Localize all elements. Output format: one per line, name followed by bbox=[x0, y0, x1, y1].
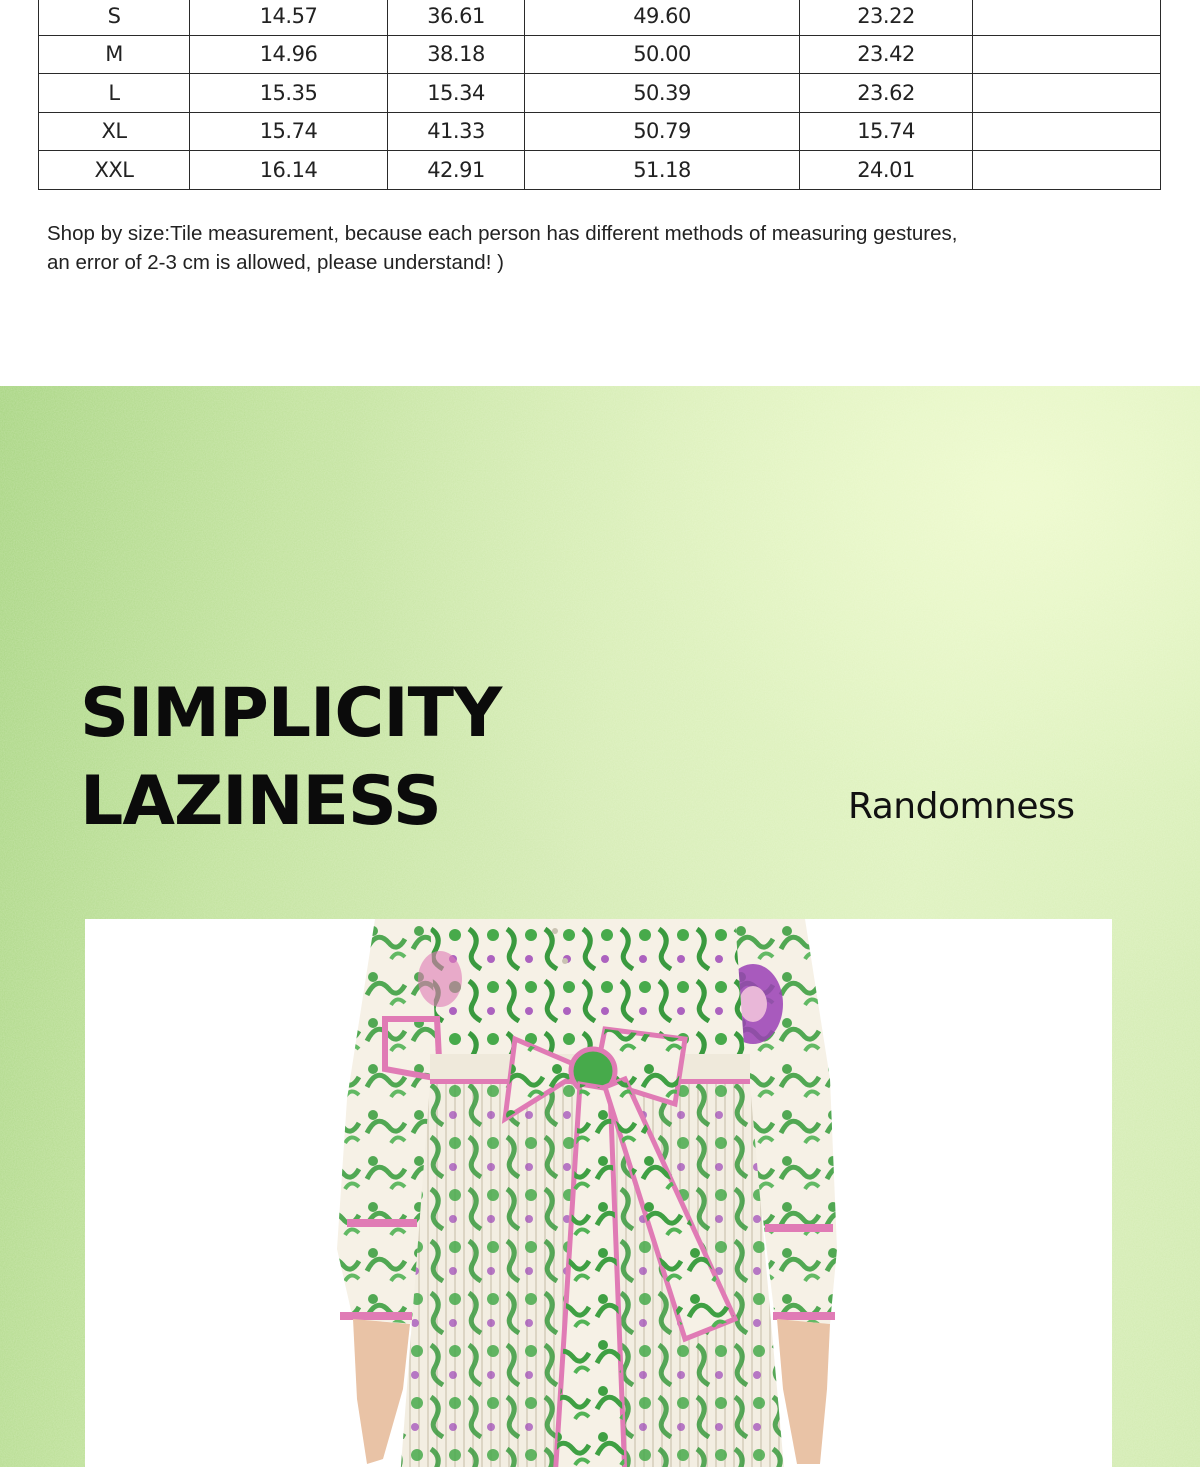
measurement-cell bbox=[973, 112, 1161, 151]
measurement-cell: 38.18 bbox=[388, 35, 525, 74]
measurement-cell: 23.42 bbox=[800, 35, 973, 74]
note-line: Shop by size:Tile measurement, because each person has different methods of measuring gestures, bbox=[47, 222, 958, 245]
size-cell: XL bbox=[39, 112, 190, 151]
measurement-cell: 51.18 bbox=[525, 151, 800, 190]
measurement-cell: 15.35 bbox=[190, 74, 388, 113]
table-row bbox=[39, 0, 1161, 35]
measurement-cell bbox=[973, 35, 1161, 74]
measurement-cell: 42.91 bbox=[388, 151, 525, 190]
measurement-cell: 23.22 bbox=[800, 0, 973, 35]
table-row bbox=[39, 112, 1161, 151]
dress-illustration bbox=[85, 919, 1112, 1467]
size-cell: M bbox=[39, 35, 190, 74]
measurement-cell: 41.33 bbox=[388, 112, 525, 151]
measurement-cell: 15.34 bbox=[388, 74, 525, 113]
headline-line: LAZINESS bbox=[80, 762, 441, 841]
measurement-note bbox=[47, 219, 1047, 277]
size-cell: L bbox=[39, 74, 190, 113]
measurement-cell: 50.39 bbox=[525, 74, 800, 113]
measurement-cell: 23.62 bbox=[800, 74, 973, 113]
note-line: an error of 2-3 cm is allowed, please understand! ) bbox=[47, 251, 504, 274]
measurement-cell: 16.14 bbox=[190, 151, 388, 190]
banner-headline bbox=[80, 670, 501, 846]
product-photo bbox=[85, 919, 1112, 1467]
measurement-cell: 49.60 bbox=[525, 0, 800, 35]
promo-banner bbox=[0, 386, 1200, 1467]
banner-tagline: Randomness bbox=[848, 786, 1075, 827]
size-cell: XXL bbox=[39, 151, 190, 190]
measurement-cell: 50.00 bbox=[525, 35, 800, 74]
size-cell: S bbox=[39, 0, 190, 35]
measurement-cell: 14.57 bbox=[190, 0, 388, 35]
table-row bbox=[39, 35, 1161, 74]
measurement-cell: 36.61 bbox=[388, 0, 525, 35]
measurement-cell: 15.74 bbox=[190, 112, 388, 151]
measurement-cell: 14.96 bbox=[190, 35, 388, 74]
headline-line: SIMPLICITY bbox=[80, 674, 502, 753]
measurement-cell: 24.01 bbox=[800, 151, 973, 190]
table-row bbox=[39, 151, 1161, 190]
table-row bbox=[39, 74, 1161, 113]
size-chart-table bbox=[38, 0, 1161, 190]
measurement-cell: 50.79 bbox=[525, 112, 800, 151]
measurement-cell bbox=[973, 151, 1161, 190]
measurement-cell bbox=[973, 0, 1161, 35]
measurement-cell: 15.74 bbox=[800, 112, 973, 151]
measurement-cell bbox=[973, 74, 1161, 113]
